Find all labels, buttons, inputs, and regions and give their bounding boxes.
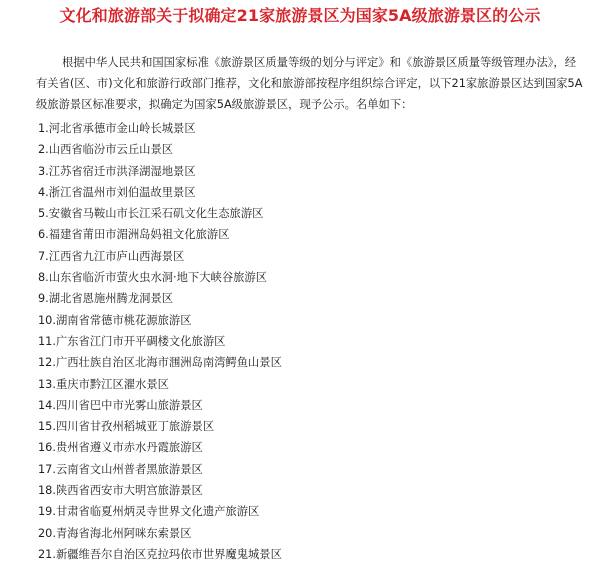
list-item: 14.四川省巴中市光雾山旅游景区 (38, 398, 203, 412)
list-item: 2.山西省临汾市云丘山景区 (38, 143, 174, 157)
list-item: 16.贵州省遵义市赤水丹霞旅游区 (38, 441, 203, 455)
list-item: 18.陕西省西安市大明宫旅游景区 (38, 484, 203, 498)
list-item: 7.江西省九江市庐山西海景区 (38, 249, 185, 263)
list-item: 10.湖南省常德市桃花源旅游区 (38, 313, 192, 327)
list-item: 5.安徽省马鞍山市长江采石矶文化生态旅游区 (38, 207, 264, 221)
list-item: 21.新疆维吾尔自治区克拉玛依市世界魔鬼城景区 (38, 547, 282, 561)
list-item: 3.江苏省宿迁市洪泽湖湿地景区 (38, 164, 196, 178)
list-item: 9.湖北省恩施州腾龙洞景区 (38, 292, 174, 306)
list-item: 4.浙江省温州市刘伯温故里景区 (38, 185, 196, 199)
list-item: 19.甘肃省临夏州炳灵寺世界文化遗产旅游区 (38, 505, 260, 519)
intro-paragraph: 根据中华人民共和国国家标准《旅游景区质量等级的划分与评定》和《旅游景区质量等级管理办法》，经有关省(区、市)文化和旅游行政部门推荐，文化和旅游部按程序组织综合评定，以下21家旅游景区达到国家5A级旅游景区标准要求，拟确定为国家5A级旅游景区，现予公示。名单如下： (36, 56, 583, 111)
page-title: 文化和旅游部关于拟确定21家旅游景区为国家5A级旅游景区的公示 (59, 6, 541, 25)
list-item: 15.四川省甘孜州稻城亚丁旅游景区 (38, 420, 215, 434)
list-item: 1.河北省承德市金山岭长城景区 (38, 122, 196, 135)
list-item: 13.重庆市黔江区濯水景区 (38, 377, 169, 391)
list-item: 11.广东省江门市开平碉楼文化旅游区 (38, 334, 226, 348)
list-item: 17.云南省文山州普者黑旅游景区 (38, 462, 203, 476)
list-item: 20.青海省海北州阿咪东索景区 (38, 526, 192, 540)
list-item: 6.福建省莆田市湄洲岛妈祖文化旅游区 (38, 228, 230, 242)
list-item: 8.山东省临沂市萤火虫水洞·地下大峡谷旅游区 (38, 271, 268, 285)
scenic-area-list (38, 118, 282, 565)
list-item: 12.广西壮族自治区北海市涠洲岛南湾鳄鱼山景区 (38, 356, 282, 370)
